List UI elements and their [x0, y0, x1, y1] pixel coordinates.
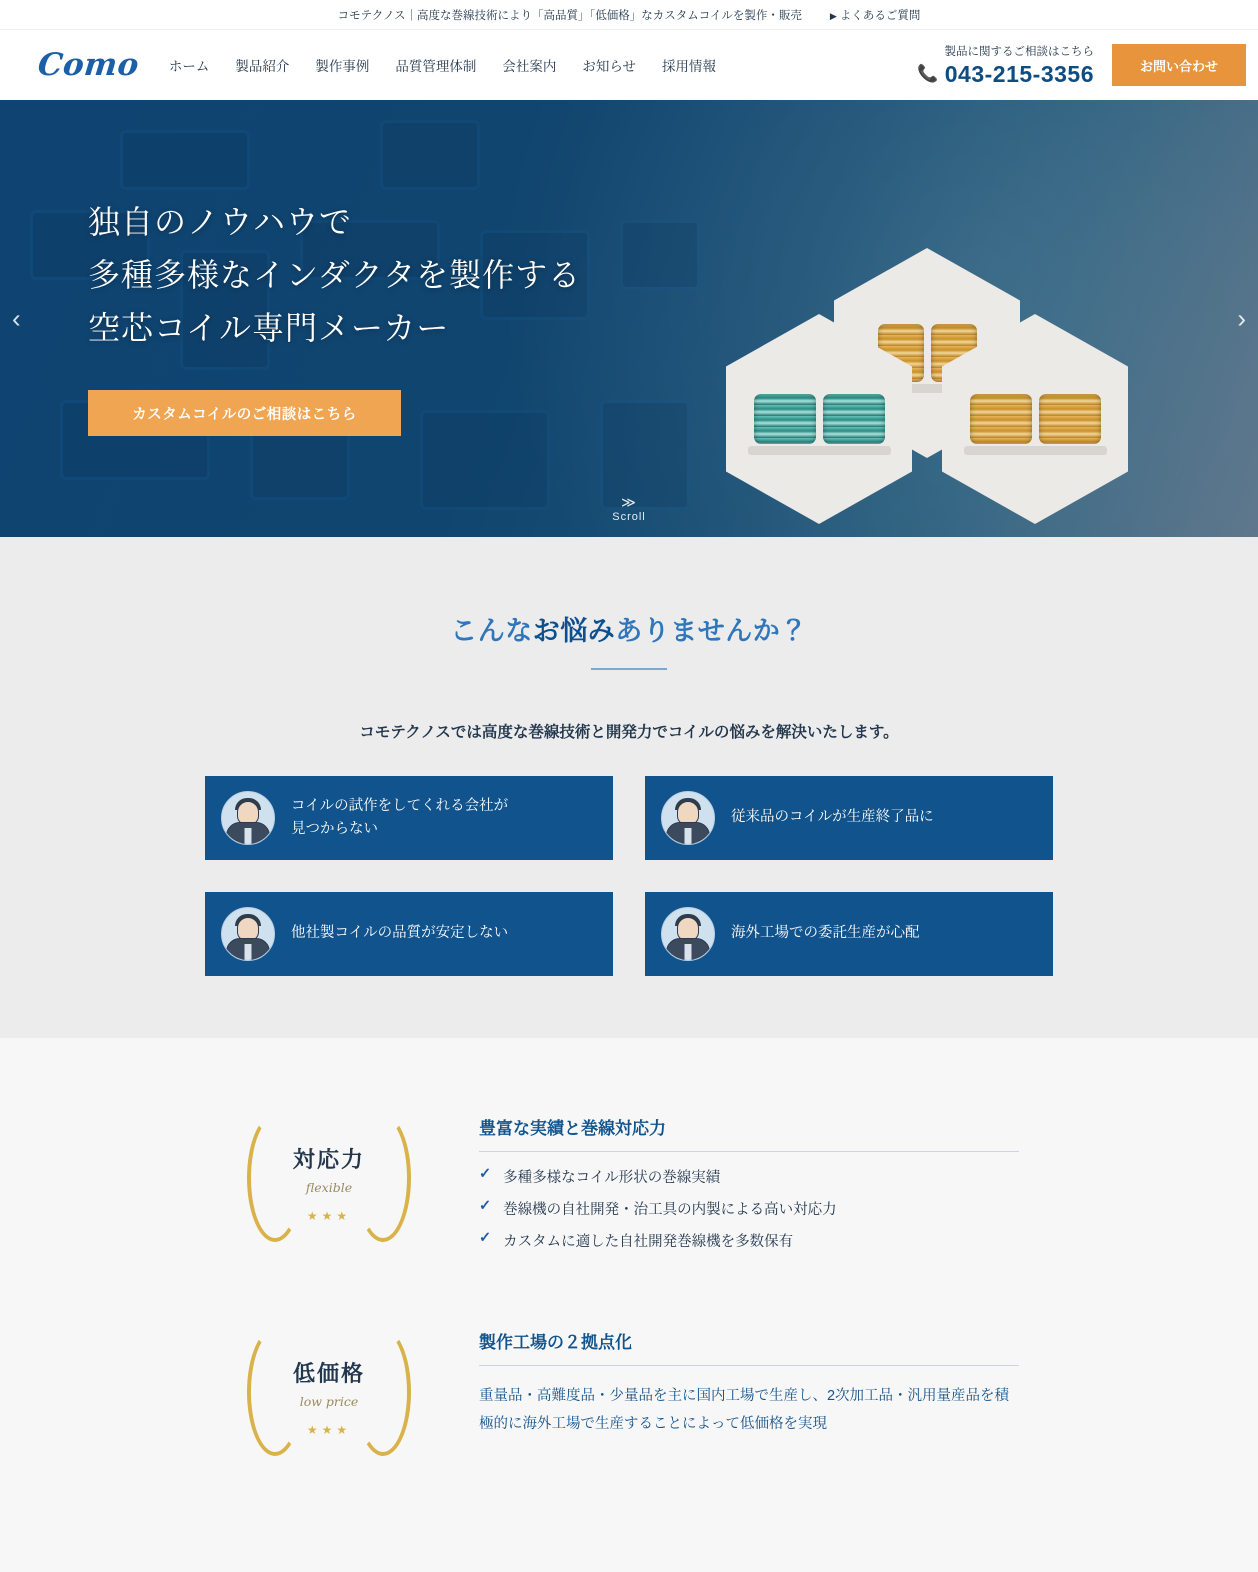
medal-flexible-subtitle: flexible [305, 1180, 353, 1195]
site-logo[interactable]: Como [36, 47, 141, 83]
problems-title-part1: こんな [450, 616, 533, 646]
check-item [479, 1198, 1019, 1219]
problems-title-part2: お悩み [532, 616, 616, 646]
nav-item-quality[interactable]: 品質管理体制 [395, 59, 477, 74]
problem-card-4[interactable] [645, 892, 1053, 976]
faq-link-label: よくあるご質問 [839, 9, 921, 22]
problem-card-4-text [731, 922, 920, 945]
medal-lowprice-title: 低価格 [292, 1361, 365, 1386]
hero-heading-line3: 空芯コイル専門メーカー [88, 309, 450, 346]
coil-image-teal [754, 394, 885, 444]
check-item-label: 多種多様なコイル形状の巻線実績 [503, 1170, 721, 1186]
strength-row-lowprice [239, 1322, 1019, 1472]
problem-card-1-line2: 見つからない [291, 821, 378, 837]
problem-card-3-text [291, 922, 508, 945]
person-icon-4 [661, 907, 715, 961]
hero-text-block [88, 196, 581, 436]
hero-product-images [718, 118, 1138, 537]
contact-lead: 製品に関するご相談はこちら [944, 45, 1094, 58]
check-icon: ✓ [479, 1166, 492, 1182]
problem-card-1-line1: コイルの試作をしてくれる会社が [291, 797, 509, 814]
laurel-left-icon [247, 1328, 303, 1456]
medal-flexible-title: 対応力 [292, 1147, 365, 1172]
problem-card-2-line1: 従来品のコイルが生産終了品に [731, 809, 934, 826]
faq-link[interactable] [830, 7, 920, 23]
problems-lead-text: コモテクノスでは高度な巻線技術と開発力でコイルの悩みを解決いたします。 [359, 724, 899, 741]
person-icon-2 [661, 791, 715, 845]
strength-heading-flexible: 豊富な実績と巻線対応力 [479, 1114, 1019, 1152]
check-item [479, 1230, 1019, 1251]
strength-check-list-flexible [479, 1166, 1019, 1251]
problems-card-grid [205, 776, 1053, 976]
top-notice-text: コモテクノス｜高度な巻線技術により「高品質」「低価格」なカスタムコイルを製作・販売 [337, 9, 802, 22]
medal-flexible-stars: ★★★ [306, 1209, 352, 1223]
scroll-indicator[interactable] [612, 495, 646, 523]
top-notice-bar [0, 0, 1258, 30]
site-header [0, 30, 1258, 100]
problem-card-1[interactable] [205, 776, 613, 860]
problem-card-2[interactable] [645, 776, 1053, 860]
title-underline [591, 668, 667, 670]
person-icon-3 [221, 907, 275, 961]
problem-card-4-line1: 海外工場での委託生産が心配 [731, 925, 920, 942]
strength-heading-lowprice: 製作工場の２拠点化 [479, 1328, 1019, 1366]
chevron-down-icon: ≫ [621, 494, 637, 510]
strength-body-lowprice [479, 1322, 1019, 1439]
contact-block [917, 43, 1112, 88]
nav-item-products[interactable]: 製品紹介 [235, 59, 290, 74]
nav-item-company[interactable]: 会社案内 [502, 59, 557, 74]
strengths-section [0, 1038, 1258, 1572]
slider-next-arrow[interactable]: › [1237, 303, 1246, 333]
problems-section [0, 537, 1258, 1038]
nav-item-home[interactable]: ホーム [168, 59, 210, 74]
laurel-right-icon [355, 1328, 411, 1456]
hero-heading [88, 196, 581, 354]
medal-lowprice [239, 1322, 419, 1472]
coil-image-gold-2 [970, 394, 1101, 444]
laurel-left-icon [247, 1114, 303, 1242]
check-icon: ✓ [479, 1198, 492, 1214]
nav-item-news[interactable]: お知らせ [582, 59, 636, 74]
triangle-icon: ▶ [829, 10, 837, 21]
problem-card-1-text [291, 795, 508, 841]
problems-title [0, 609, 1258, 648]
problem-card-2-text [731, 806, 934, 829]
problem-card-3-line1: 他社製コイルの品質が安定しない [291, 925, 509, 942]
medal-flexible [239, 1108, 419, 1258]
nav-item-cases[interactable]: 製作事例 [315, 59, 370, 74]
header-contact-button[interactable]: お問い合わせ [1112, 44, 1246, 86]
scroll-label: Scroll [612, 511, 646, 523]
header-contact-area [917, 30, 1258, 100]
medal-lowprice-stars: ★★★ [306, 1423, 352, 1437]
strength-row-flexible [239, 1108, 1019, 1262]
hero-cta-button[interactable]: カスタムコイルのご相談はこちら [88, 390, 401, 436]
main-navigation [169, 55, 716, 75]
laurel-right-icon [355, 1114, 411, 1242]
telephone-number[interactable] [917, 61, 1094, 88]
check-icon: ✓ [479, 1230, 492, 1246]
slider-prev-arrow[interactable]: ‹ [12, 303, 21, 333]
strength-body-flexible [479, 1108, 1019, 1262]
hero-slider [0, 100, 1258, 537]
problems-title-part3: ありませんか？ [615, 616, 808, 646]
check-item [479, 1166, 1019, 1187]
telephone-text: 043-215-3356 [944, 60, 1094, 87]
phone-icon: 📞 [917, 64, 939, 83]
nav-item-recruit[interactable]: 採用情報 [661, 59, 716, 74]
hero-heading-line2: 多種多様なインダクタを製作する [88, 256, 582, 293]
check-item-label: 巻線機の自社開発・治工具の内製による高い対応力 [503, 1202, 837, 1218]
person-icon-1 [221, 791, 275, 845]
problem-card-3[interactable] [205, 892, 613, 976]
hero-heading-line1: 独自のノウハウで [88, 204, 353, 240]
medal-lowprice-subtitle: low price [299, 1394, 359, 1409]
check-item-label: カスタムに適した自社開発巻線機を多数保有 [503, 1234, 794, 1250]
strength-paragraph-lowprice: 重量品・高難度品・少量品を主に国内工場で生産し、2次加工品・汎用量産品を積極的に海外工場で生産することによって低価格を実現 [479, 1388, 1010, 1433]
